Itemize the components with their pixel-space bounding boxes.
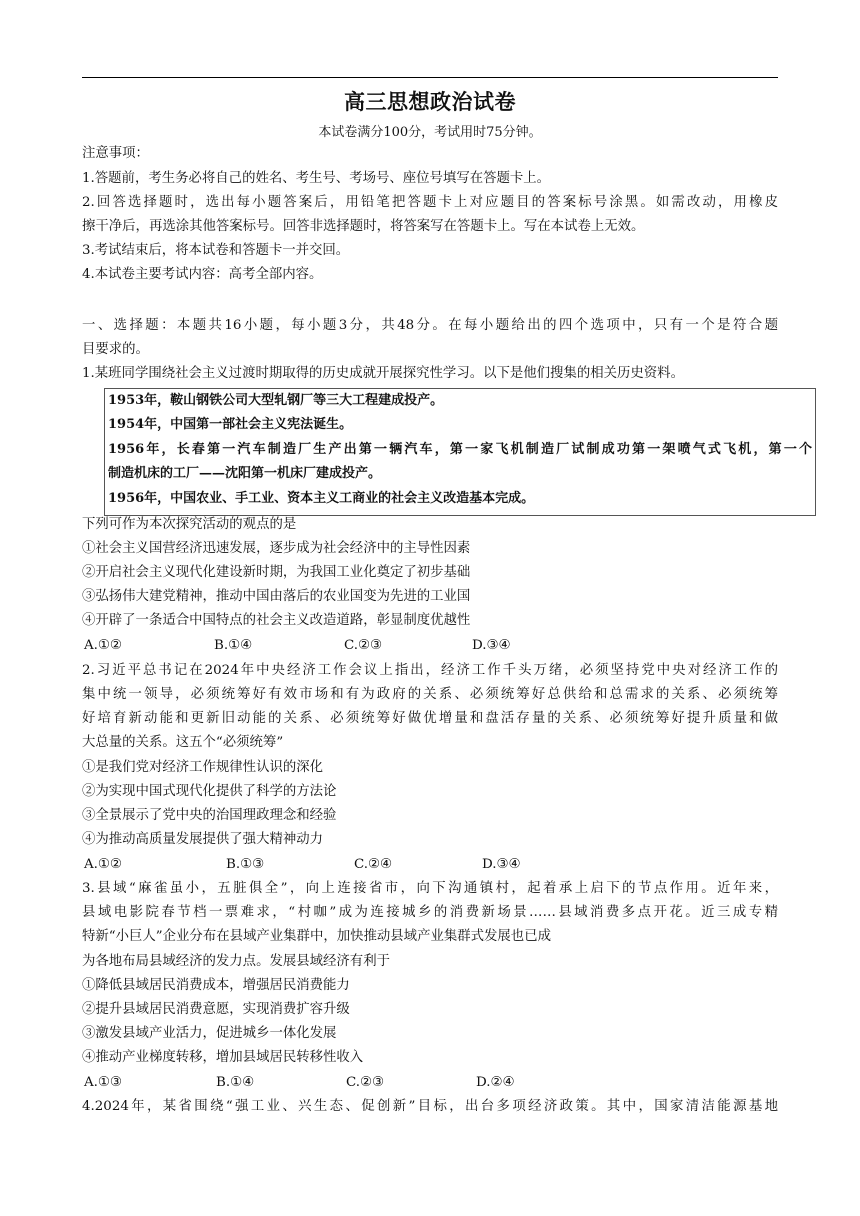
statement: ③激发县域产业活力，促进城乡一体化发展	[82, 1026, 337, 1041]
question-3-stem: 县域电影院春节档一票难求，“村咖”成为连接城乡的消费新场景……县域消费多点开花。近三成专精	[82, 905, 778, 920]
note-item: 擦干净后，再选涂其他答案标号。回答非选择题时，将答案写在答题卡上。写在本试卷上无效。	[82, 219, 645, 234]
statement: ④开辟了一条适合中国特点的社会主义改造道路，彰显制度优越性	[82, 613, 471, 628]
statement: ④推动产业梯度转移，增加县域居民转移性收入	[82, 1050, 364, 1065]
question-1-ask: 下列可作为本次探究活动的观点的是	[82, 517, 297, 532]
statement: ②提升县域居民消费意愿，实现消费扩容升级	[82, 1002, 350, 1017]
note-item: 2.回答选择题时，选出每小题答案后，用铅笔把答题卡上对应题目的答案标号涂黑。如需改动，用橡皮	[82, 195, 778, 210]
option-a: A.①②	[84, 857, 122, 872]
note-item: 3.考试结束后，将本试卷和答题卡一并交回。	[82, 243, 350, 258]
material-line: 1956年，长春第一汽车制造厂生产出第一辆汽车，第一家飞机制造厂试制成功第一架喷气式飞机，第一个	[108, 442, 812, 457]
option-b: B.①④	[216, 1075, 255, 1090]
option-a: A.①②	[84, 638, 122, 653]
material-line: 1953年，鞍山钢铁公司大型轧钢厂等三大工程建成投产。	[108, 393, 444, 408]
question-3-stem: 3.县域“麻雀虽小，五脏俱全”，向上连接省市，向下沟通镇村，起着承上启下的节点作用。近年来，	[82, 881, 778, 896]
statement: ④为推动高质量发展提供了强大精神动力	[82, 832, 324, 847]
note-item: 1.答题前，考生务必将自己的姓名、考生号、考场号、座位号填写在答题卡上。	[82, 171, 551, 186]
notes-heading: 注意事项：	[82, 146, 149, 161]
statement: ②为实现中国式现代化提供了科学的方法论	[82, 784, 337, 799]
option-b: B.①④	[214, 638, 253, 653]
statement: ③全景展示了党中央的治国理政理念和经验	[82, 808, 337, 823]
page-title: 高三思想政治试卷	[344, 90, 516, 114]
option-c: C.②④	[354, 857, 393, 872]
question-2-stem: 2.习近平总书记在2024年中央经济工作会议上指出，经济工作千头万绪，必须坚持党中央对经济工作的	[82, 663, 778, 678]
question-4-stem: 4.2024年，某省围绕“强工业、兴生态、促创新”目标，出台多项经济政策。其中，国家清洁能源基地	[82, 1099, 778, 1114]
question-3-stem: 为各地布局县域经济的发力点。发展县域经济有利于	[82, 954, 390, 969]
statement: ①社会主义国营经济迅速发展，逐步成为社会经济中的主导性因素	[82, 541, 471, 556]
option-a: A.①③	[84, 1075, 122, 1090]
question-2-stem: 好培育新动能和更新旧动能的关系、必须统筹好做优增量和盘活存量的关系、必须统筹好提升质量和做	[82, 711, 778, 726]
option-b: B.①③	[226, 857, 265, 872]
statement: ③弘扬伟大建党精神，推动中国由落后的农业国变为先进的工业国	[82, 589, 471, 604]
question-2-stem: 大总量的关系。这五个“必须统筹”	[82, 735, 284, 750]
statement: ①是我们党对经济工作规律性认识的深化	[82, 760, 324, 775]
option-d: D.②④	[476, 1075, 515, 1090]
question-1-stem: 1.某班同学围绕社会主义过渡时期取得的历史成就开展探究性学习。以下是他们搜集的相关历史资料。	[82, 366, 684, 381]
option-d: D.③④	[482, 857, 521, 872]
header-rule	[82, 77, 778, 78]
option-d: D.③④	[472, 638, 511, 653]
exam-info: 本试卷满分100分，考试用时75分钟。	[318, 125, 542, 140]
statement: ①降低县域居民消费成本，增强居民消费能力	[82, 978, 350, 993]
option-c: C.②③	[344, 638, 383, 653]
option-c: C.②③	[346, 1075, 385, 1090]
question-3-stem: 特新“小巨人”企业分布在县域产业集群中，加快推动县域产业集群式发展也已成	[82, 929, 551, 944]
material-line: 1954年，中国第一部社会主义宪法诞生。	[108, 417, 353, 432]
section-heading: 一、选择题：本题共16小题，每小题3分，共48分。在每小题给出的四个选项中，只有一个是符合题	[82, 318, 778, 333]
question-2-stem: 集中统一领导，必须统筹好有效市场和有为政府的关系、必须统筹好总供给和总需求的关系、必须统筹	[82, 687, 778, 702]
note-item: 4.本试卷主要考试内容：高考全部内容。	[82, 267, 323, 282]
material-line: 1956年，中国农业、手工业、资本主义工商业的社会主义改造基本完成。	[108, 491, 535, 506]
statement: ②开启社会主义现代化建设新时期，为我国工业化奠定了初步基础	[82, 565, 471, 580]
section-heading-cont: 目要求的。	[82, 342, 149, 357]
material-line: 制造机床的工厂——沈阳第一机床厂建成投产。	[108, 466, 382, 481]
